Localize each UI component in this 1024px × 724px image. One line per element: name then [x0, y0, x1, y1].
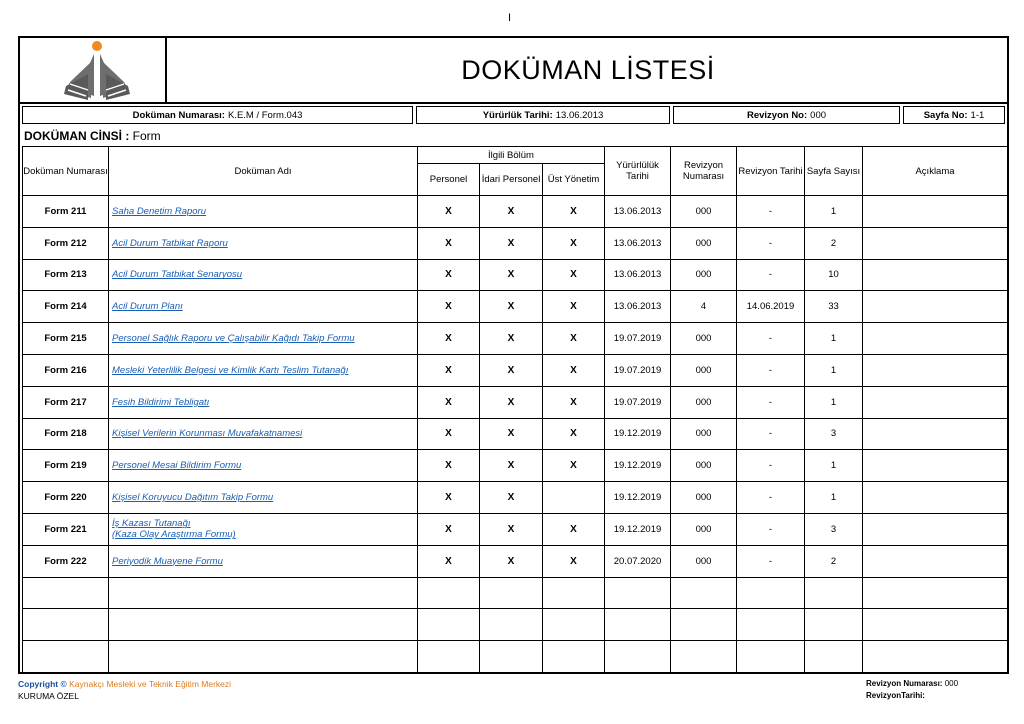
cell-top-management: X [543, 323, 605, 355]
cell-top-management: X [543, 450, 605, 482]
cell-effective-date: 19.07.2019 [605, 323, 671, 355]
document-title: DOKÜMAN LİSTESİ [461, 54, 715, 85]
cell-doc-name [109, 386, 418, 418]
cell-admin-personnel: X [480, 323, 543, 355]
cell-revision-date [737, 641, 805, 673]
cell-doc-number: Form 211 [23, 196, 109, 228]
cell-doc-number: Form 221 [23, 513, 109, 545]
page-mark: I [508, 12, 512, 24]
cell-personnel: X [418, 545, 480, 577]
document-frame [18, 36, 1009, 674]
cell-description [863, 418, 1008, 450]
cell-revision-date: - [737, 227, 805, 259]
cell-top-management [543, 482, 605, 514]
cell-revision-number: 000 [671, 418, 737, 450]
cell-admin-personnel: X [480, 354, 543, 386]
col-top-management: Üst Yönetim [543, 164, 605, 196]
cell-admin-personnel [480, 609, 543, 641]
cell-doc-number: Form 215 [23, 323, 109, 355]
document-type-label: DOKÜMAN CİNSİ : [24, 129, 130, 143]
cell-revision-number: 4 [671, 291, 737, 323]
table-row [23, 354, 1008, 386]
cell-description [863, 513, 1008, 545]
doc-link[interactable]: Personel Sağlık Raporu ve Çalışabilir Kağıdı Takip Formu [112, 333, 355, 345]
meta-page [903, 106, 1005, 124]
cell-description [863, 259, 1008, 291]
col-revision-number: Revizyon Numarası [671, 147, 737, 196]
cell-admin-personnel [480, 577, 543, 609]
cell-page-count: 1 [805, 386, 863, 418]
cell-top-management: X [543, 545, 605, 577]
cell-revision-number: 000 [671, 513, 737, 545]
cell-page-count: 3 [805, 513, 863, 545]
table-row [23, 577, 1008, 609]
cell-doc-name [109, 354, 418, 386]
doc-link[interactable]: Personel Mesai Bildirim Formu [112, 460, 242, 472]
cell-revision-date: 14.06.2019 [737, 291, 805, 323]
cell-admin-personnel [480, 641, 543, 673]
doc-link[interactable]: Kişisel Verilerin Korunması Muvafakatnamesi [112, 428, 303, 440]
cell-doc-number: Form 219 [23, 450, 109, 482]
cell-revision-date: - [737, 386, 805, 418]
cell-revision-date: - [737, 482, 805, 514]
cell-admin-personnel: X [480, 482, 543, 514]
doc-link[interactable]: Acil Durum Planı [112, 301, 183, 313]
cell-revision-date: - [737, 545, 805, 577]
document-type [24, 129, 161, 143]
cell-personnel [418, 577, 480, 609]
cell-description [863, 386, 1008, 418]
cell-description [863, 609, 1008, 641]
cell-top-management: X [543, 418, 605, 450]
cell-page-count: 1 [805, 354, 863, 386]
cell-doc-name [109, 513, 418, 545]
cell-top-management: X [543, 513, 605, 545]
cell-top-management [543, 641, 605, 673]
cell-revision-date: - [737, 354, 805, 386]
meta-revision-label: Revizyon No: [746, 109, 808, 121]
cell-page-count [805, 641, 863, 673]
cell-page-count: 33 [805, 291, 863, 323]
cell-doc-name [109, 418, 418, 450]
meta-doc-number-value: K.E.M / Form.043 [227, 109, 303, 121]
cell-revision-number: 000 [671, 386, 737, 418]
cell-page-count [805, 609, 863, 641]
cell-description [863, 577, 1008, 609]
cell-revision-number [671, 641, 737, 673]
cell-personnel: X [418, 227, 480, 259]
cell-page-count: 2 [805, 227, 863, 259]
table-row [23, 545, 1008, 577]
doc-link[interactable]: Saha Denetim Raporu [112, 205, 206, 217]
cell-personnel: X [418, 418, 480, 450]
cell-revision-date: - [737, 196, 805, 228]
organization-name: Kaynakçı Mesleki ve Teknik Eğitim Merkezi [69, 679, 232, 689]
cell-admin-personnel: X [480, 291, 543, 323]
cell-doc-name [109, 609, 418, 641]
doc-link[interactable]: Fesih Bildirimi Tebligatı [112, 396, 210, 408]
table-row [23, 386, 1008, 418]
cell-doc-number: Form 222 [23, 545, 109, 577]
cell-page-count: 3 [805, 418, 863, 450]
meta-revision-value: 000 [810, 109, 827, 121]
cell-effective-date: 13.06.2013 [605, 259, 671, 291]
cell-doc-name [109, 323, 418, 355]
cell-admin-personnel: X [480, 386, 543, 418]
cell-effective-date: 19.12.2019 [605, 513, 671, 545]
meta-effective-date-label: Yürürlük Tarihi: [482, 109, 553, 121]
cell-doc-name [109, 577, 418, 609]
cell-effective-date [605, 641, 671, 673]
cell-top-management: X [543, 259, 605, 291]
footer-rev-no-label: Revizyon Numarası: [866, 679, 943, 688]
cell-doc-name [109, 450, 418, 482]
cell-revision-date [737, 577, 805, 609]
cell-revision-number [671, 577, 737, 609]
cell-admin-personnel: X [480, 450, 543, 482]
col-page-count: Sayfa Sayısı [805, 147, 863, 196]
cell-page-count [805, 577, 863, 609]
cell-doc-number: Form 217 [23, 386, 109, 418]
cell-personnel: X [418, 386, 480, 418]
cell-doc-name [109, 259, 418, 291]
copyright-label: Copyright © [18, 679, 67, 689]
doc-link[interactable]: Periyodik Muayene Formu [112, 555, 223, 567]
cell-personnel: X [418, 354, 480, 386]
meta-revision [673, 106, 900, 124]
cell-description [863, 545, 1008, 577]
cell-admin-personnel: X [480, 513, 543, 545]
col-admin-personnel: İdari Personel [480, 164, 543, 196]
cell-admin-personnel: X [480, 259, 543, 291]
cell-doc-number [23, 641, 109, 673]
table-row [23, 450, 1008, 482]
cell-description [863, 450, 1008, 482]
document-type-value: Form [132, 129, 161, 143]
cell-doc-number: Form 212 [23, 227, 109, 259]
cell-doc-name [109, 482, 418, 514]
cell-revision-date: - [737, 450, 805, 482]
col-effective-date: Yürürlülük Tarihi [605, 147, 671, 196]
doc-link-subtitle[interactable]: (Kaza Olay Araştırma Formu) [112, 529, 236, 541]
cell-revision-number: 000 [671, 450, 737, 482]
cell-revision-number: 000 [671, 196, 737, 228]
cell-top-management [543, 609, 605, 641]
cell-effective-date: 13.06.2013 [605, 227, 671, 259]
cell-effective-date: 13.06.2013 [605, 291, 671, 323]
cell-personnel: X [418, 259, 480, 291]
cell-personnel: X [418, 291, 480, 323]
table-row [23, 291, 1008, 323]
col-personnel: Personel [418, 164, 480, 196]
cell-admin-personnel: X [480, 227, 543, 259]
book-stack-logo-icon [20, 38, 167, 102]
cell-admin-personnel: X [480, 545, 543, 577]
cell-top-management: X [543, 227, 605, 259]
cell-doc-name [109, 196, 418, 228]
cell-top-management: X [543, 291, 605, 323]
cell-effective-date [605, 577, 671, 609]
table-row [23, 259, 1008, 291]
cell-description [863, 227, 1008, 259]
cell-personnel: X [418, 450, 480, 482]
cell-revision-number: 000 [671, 227, 737, 259]
cell-personnel: X [418, 482, 480, 514]
doc-link[interactable]: Acil Durum Tatbikat Raporu [112, 237, 228, 249]
cell-personnel: X [418, 323, 480, 355]
meta-page-value: 1-1 [970, 109, 985, 121]
cell-description [863, 354, 1008, 386]
col-doc-number: Doküman Numarası [23, 147, 109, 196]
cell-doc-number [23, 609, 109, 641]
table-row [23, 482, 1008, 514]
doc-link[interactable]: Acil Durum Tatbikat Senaryosu [112, 269, 243, 281]
cell-description [863, 323, 1008, 355]
cell-top-management: X [543, 354, 605, 386]
cell-revision-number: 000 [671, 545, 737, 577]
cell-revision-date [737, 609, 805, 641]
doc-link[interactable]: İş Kazası Tutanağı [112, 518, 191, 530]
cell-personnel: X [418, 513, 480, 545]
cell-description [863, 196, 1008, 228]
doc-link[interactable]: Kişisel Koruyucu Dağıtım Takip Formu [112, 492, 274, 504]
table-row [23, 196, 1008, 228]
cell-effective-date: 19.07.2019 [605, 386, 671, 418]
cell-effective-date: 13.06.2013 [605, 196, 671, 228]
footer-rev-date-label: RevizyonTarihi: [866, 691, 925, 700]
cell-doc-number: Form 213 [23, 259, 109, 291]
cell-personnel [418, 641, 480, 673]
col-description: Açıklama [863, 147, 1008, 196]
private-label: KURUMA ÖZEL [18, 691, 79, 701]
meta-row [20, 106, 1007, 126]
col-revision-date: Revizyon Tarihi [737, 147, 805, 196]
cell-personnel: X [418, 196, 480, 228]
col-doc-name: Doküman Adı [109, 147, 418, 196]
cell-revision-number: 000 [671, 482, 737, 514]
cell-top-management: X [543, 196, 605, 228]
cell-doc-name [109, 641, 418, 673]
cell-revision-date: - [737, 323, 805, 355]
cell-revision-number: 000 [671, 323, 737, 355]
cell-effective-date [605, 609, 671, 641]
cell-top-management: X [543, 386, 605, 418]
table-row [23, 418, 1008, 450]
cell-page-count: 2 [805, 545, 863, 577]
meta-effective-date [416, 106, 670, 124]
footer-rev-no-value: 000 [944, 679, 959, 688]
cell-effective-date: 19.12.2019 [605, 418, 671, 450]
col-related-section: İlgili Bölüm [418, 147, 605, 164]
footer-right [866, 678, 958, 702]
logo-box [20, 38, 167, 102]
table-row [23, 609, 1008, 641]
footer-left [18, 678, 231, 702]
cell-doc-name [109, 545, 418, 577]
cell-description [863, 482, 1008, 514]
cell-revision-date: - [737, 513, 805, 545]
cell-effective-date: 19.07.2019 [605, 354, 671, 386]
cell-doc-number: Form 214 [23, 291, 109, 323]
cell-effective-date: 20.07.2020 [605, 545, 671, 577]
meta-doc-number-label: Doküman Numarası: [132, 109, 225, 121]
cell-personnel [418, 609, 480, 641]
cell-page-count: 1 [805, 482, 863, 514]
doc-link[interactable]: Mesleki Yeterlilik Belgesi ve Kimlik Kartı Teslim Tutanağı [112, 364, 349, 376]
cell-top-management [543, 577, 605, 609]
cell-page-count: 1 [805, 450, 863, 482]
cell-revision-number: 000 [671, 354, 737, 386]
table-row [23, 513, 1008, 545]
cell-page-count: 1 [805, 323, 863, 355]
cell-revision-number: 000 [671, 259, 737, 291]
meta-effective-date-value: 13.06.2013 [555, 109, 604, 121]
cell-admin-personnel: X [480, 418, 543, 450]
cell-revision-date: - [737, 259, 805, 291]
table-row [23, 227, 1008, 259]
cell-revision-number [671, 609, 737, 641]
cell-admin-personnel: X [480, 196, 543, 228]
cell-doc-number: Form 216 [23, 354, 109, 386]
cell-doc-name [109, 227, 418, 259]
cell-doc-number [23, 577, 109, 609]
document-table [22, 146, 1008, 673]
cell-doc-number: Form 220 [23, 482, 109, 514]
cell-effective-date: 19.12.2019 [605, 482, 671, 514]
meta-doc-number [22, 106, 413, 124]
cell-doc-number: Form 218 [23, 418, 109, 450]
table-row [23, 641, 1008, 673]
cell-effective-date: 19.12.2019 [605, 450, 671, 482]
cell-description [863, 641, 1008, 673]
cell-page-count: 10 [805, 259, 863, 291]
table-row [23, 323, 1008, 355]
cell-doc-name [109, 291, 418, 323]
cell-page-count: 1 [805, 196, 863, 228]
document-header [20, 38, 1007, 104]
cell-description [863, 291, 1008, 323]
meta-page-label: Sayfa No: [923, 109, 968, 121]
cell-revision-date: - [737, 418, 805, 450]
